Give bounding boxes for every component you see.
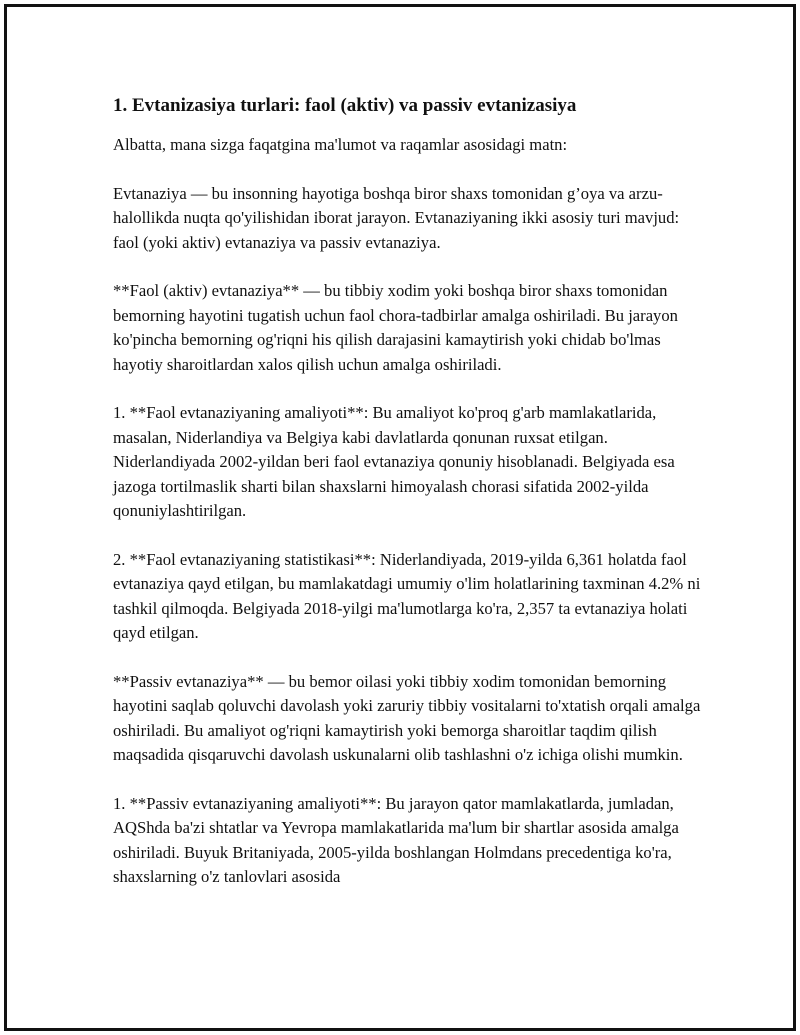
paragraph-active-statistics: 2. **Faol evtanaziyaning statistikasi**: Niderlandiyada, 2019-yilda 6,361 holatda faol evtanaziya qayd etilgan, bu mamlakatdagi umumiy o'lim holatlarining taxminan 4.2% ni tashkil qilmoqda. Belgiyada 2018-yilgi ma'lumotlarga ko'ra, 2,357 ta evtanaziya holati qayd etilgan. — [113, 549, 701, 643]
paragraph-active-practice: 1. **Faol evtanaziyaning amaliyoti**: Bu amaliyot ko'proq g'arb mamlakatlarida, masalan, Niderlandiya va Belgiya kabi davlatlarda qonunan ruxsat etilgan. Niderlandiyada 2002-yildan beri faol evtanaziya qonuniy hisoblanadi. Belgiyada esa jazoga tortilmaslik sharti bilan shaxslarni himoyalash chorasi sifatida 2002-yilda qonuniylashtirilgan. — [113, 403, 675, 521]
paragraph-active-euthanasia: **Faol (aktiv) evtanaziya** — bu tibbiy xodim yoki boshqa biror shaxs tomonidan bemorning hayotini tugatish uchun faol chora-tadbirlar amalga oshiriladi. Bu jarayon ko'pincha bemorning og'riqni his qilish darajasini kamaytirish yoki chidab bo'lmas hayotiy sharoitlardan xalos qilish uchun amalga oshiriladi. — [113, 281, 678, 374]
document-body — [113, 93, 703, 914]
paragraph-definition: Evtanaziya — bu insonning hayotiga boshqa biror shaxs tomonidan g’oya va arzu-halollikda nuqta qo'yilishidan iborat jarayon. Evtanaziyaning ikki asosiy turi mavjud: faol (yoki aktiv) evtanaziya va passiv evtanaziya. — [113, 183, 680, 252]
paragraph-passive-practice: 1. **Passiv evtanaziyaning amaliyoti**: Bu jarayon qator mamlakatlarda, jumladan, AQShda ba'zi shtatlar va Yevropa mamlakatlarida ma'lum bir shartlar asosida amalga oshiriladi. Buyuk Britaniyada, 2005-yilda boshlangan Holmdans precedentiga ko'ra, shaxslarning o'z tanlovlari asosida — [113, 793, 679, 887]
document-title: 1. Evtanizasiya turlari: faol (aktiv) va passiv evtanizasiya — [113, 95, 577, 116]
paragraph-passive-euthanasia: **Passiv evtanaziya** — bu bemor oilasi yoki tibbiy xodim tomonidan bemorning hayotini saqlab qoluvchi davolash yoki zaruriy tibbiy vositalarni to'xtatish orqali amalga oshiriladi. Bu amaliyot og'riqni kamaytirish yoki bemorga sharoitlar taqdim qilish maqsadida qisqaruvchi davolash uskunalarni olib tashlashni o'z ichiga olishi mumkin. — [113, 671, 701, 765]
intro-paragraph: Albatta, mana sizga faqatgina ma'lumot va raqamlar asosidagi matn: — [113, 135, 568, 154]
